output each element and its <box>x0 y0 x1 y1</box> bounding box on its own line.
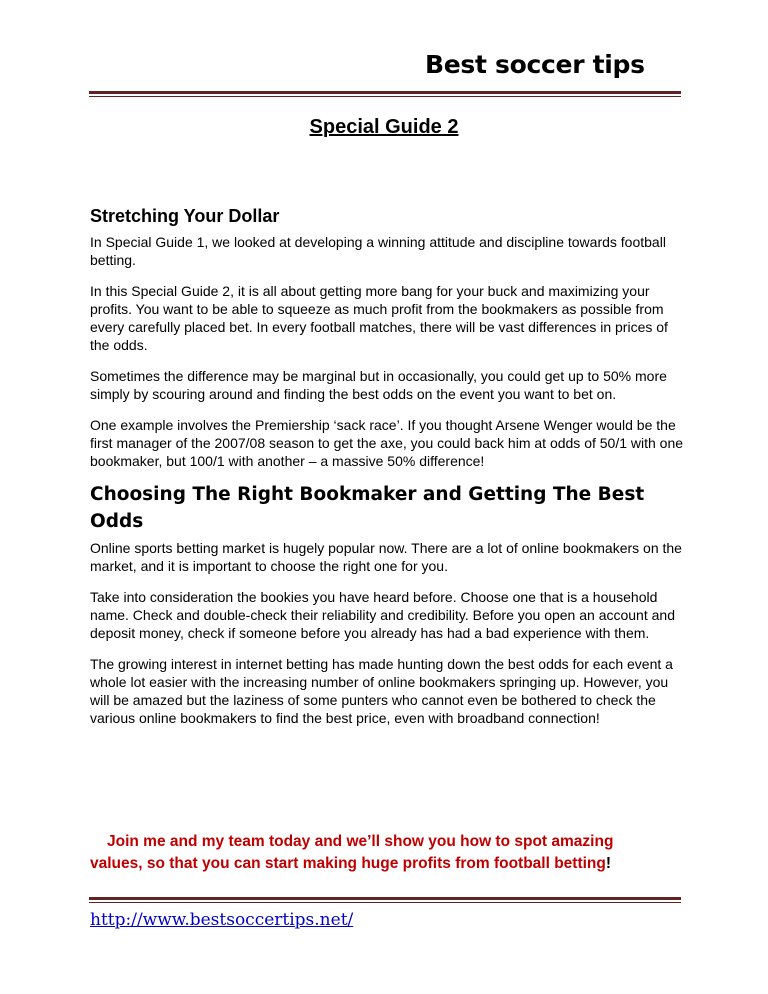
section1-paragraph-3: Sometimes the difference may be marginal but in occasionally, you could get up to 50% more simply by scouring around and finding the best odds on the event you want to bet on. <box>90 368 667 402</box>
section1-paragraph-4: One example involves the Premiership ‘sack race’. If you thought Arsene Wenger would be the first manager of the 2007/08 season to get the axe, you could back him at odds of 50/1 with one bookmaker, but 100/1 with another – a massive 50% difference! <box>90 417 684 469</box>
guide-title: Special Guide 2 <box>309 116 459 138</box>
call-to-action <box>88 831 688 875</box>
header-title: Best soccer tips <box>425 50 645 79</box>
cta-line-1: Join me and my team today and we’ll show you how to spot amazing <box>107 833 614 850</box>
footer-rule-thin <box>89 902 681 903</box>
footer-link[interactable]: http://www.bestsoccertips.net/ <box>90 910 354 930</box>
section1-heading: Stretching Your Dollar <box>90 206 280 226</box>
section1-paragraph-2: In this Special Guide 2, it is all about getting more bang for your buck and maximizing your profits. You want to be able to squeeze as much profit from the bookmakers as possible from every carefully placed bet. In every football matches, there will be vast differences in prices of the odds. <box>90 283 668 353</box>
header-rule-thick <box>89 91 681 94</box>
section2-paragraph-3: The growing interest in internet betting has made hunting down the best odds for each event a whole lot easier with the increasing number of online bookmakers springing up. However, you will be amazed but the laziness of some punters who cannot even be bothered to check the various online bookmakers to find the best price, even with broadband connection! <box>90 656 673 726</box>
cta-line-2-wrap <box>88 853 688 875</box>
footer-rule-thick <box>89 897 681 900</box>
section2-paragraph-1: Online sports betting market is hugely popular now. There are a lot of online bookmakers on the market, and it is important to choose the right one for you. <box>90 540 682 574</box>
section2-paragraph-2: Take into consideration the bookies you have heard before. Choose one that is a household name. Check and double-check their reliability and credibility. Before you open an account and deposit money, check if someone before you already has had a bad experience with them. <box>90 589 675 641</box>
header-rule-thin <box>89 96 681 97</box>
section2-heading: Choosing The Right Bookmaker and Getting The Best Odds <box>90 484 645 532</box>
guide-title-wrap <box>0 116 768 139</box>
cta-end-mark: ! <box>605 855 612 872</box>
cta-line-2: values, so that you can start making huge profits from football betting <box>90 855 606 872</box>
section1-paragraph-1: In Special Guide 1, we looked at developing a winning attitude and discipline towards football betting. <box>90 234 666 268</box>
main-content <box>90 205 690 727</box>
